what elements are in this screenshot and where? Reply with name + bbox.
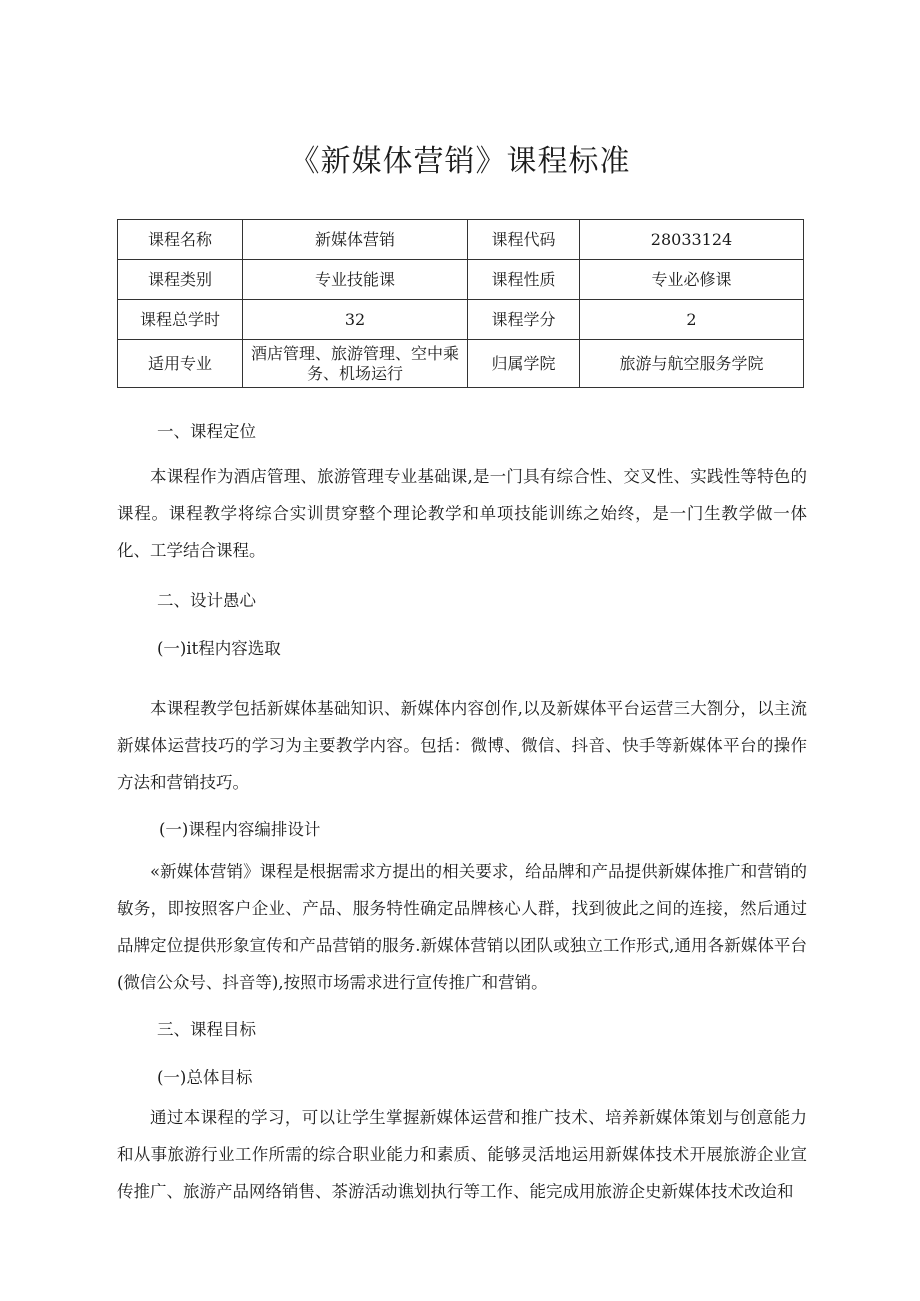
section-1-heading: 一、课程定位 — [157, 422, 256, 441]
label-total-hours: 课程总学时 — [118, 300, 243, 340]
label-course-nature: 课程性质 — [468, 260, 580, 300]
section-3-paragraph-1: 通过本课程的学习，可以让学生掌握新媒体运营和推广技术、培养新媒体策划与创意能力和从事旅游行业工作所需的综合职业能力和素质、能够灵活地运用新媒体技术开展旅游企业宣传推广、旅游产品网络销售、茶游活动谯划执行等工作、能完成用旅游企史新媒体技术改迨和 — [117, 1108, 807, 1201]
section-2-subheading-1: (一)it程内容选取 — [157, 639, 281, 658]
section-2-paragraph-1: 本课程教学包括新媒体基础知识、新媒体内容创作,以及新媒体平台运营三大劄分，以主流新媒体运营技巧的学习为主要教学内容。包括：微博、微信、抖音、快手等新媒体平台的操作方法和营销技巧。 — [117, 699, 807, 792]
value-applicable-majors: 酒店管理、旅游管理、空中乘务、机场运行 — [243, 340, 468, 388]
document-title: 《新媒体营销》课程标准 — [289, 144, 631, 179]
value-college: 旅游与航空服务学院 — [580, 340, 804, 388]
label-course-code: 课程代码 — [468, 220, 580, 260]
section-2-subheading-2: (一)课程内容编排设计 — [159, 820, 321, 839]
label-applicable-majors: 适用专业 — [118, 340, 243, 388]
course-info-table — [117, 219, 804, 388]
label-course-name: 课程名称 — [118, 220, 243, 260]
value-course-code: 28033124 — [580, 220, 804, 260]
label-course-category: 课程类别 — [118, 260, 243, 300]
label-college: 归属学院 — [468, 340, 580, 388]
section-3-subheading-1: (一)总体目标 — [157, 1068, 253, 1087]
value-course-nature: 专业必修课 — [580, 260, 804, 300]
value-total-hours: 32 — [243, 300, 468, 340]
table-row — [118, 300, 804, 340]
value-credits: 2 — [580, 300, 804, 340]
label-credits: 课程学分 — [468, 300, 580, 340]
section-2-heading: 二、设计愚心 — [157, 591, 256, 610]
section-3-heading: 三、课程目标 — [157, 1020, 256, 1039]
value-course-category: 专业技能课 — [243, 260, 468, 300]
section-2-paragraph-2: «新媒体营销》课程是根据需求方提出的相关要求，给品牌和产品提供新媒体推广和营销的敏务，即按照客户企业、产品、服务特性确定品牌核心人群，找到彼此之间的连接，然后通过品牌定位提供形象宣传和产品营销的服务.新媒体营销以团队或独立工作形式,通用各新媒体平台(微信公众号、抖音等),按照市场需求进行宣传推广和营销。 — [117, 862, 807, 992]
value-course-name: 新媒体营销 — [243, 220, 468, 260]
table-row — [118, 220, 804, 260]
table-row — [118, 340, 804, 388]
table-row — [118, 260, 804, 300]
section-1-paragraph: 本课程作为酒店管理、旅游管理专业基础课,是一门具有综合性、交叉性、实践性等特色的课程。课程教学将综合实训贯穿整个理论教学和单项技能训练之始终，是一门生教学做一体化、工学结合课程。 — [117, 467, 807, 560]
